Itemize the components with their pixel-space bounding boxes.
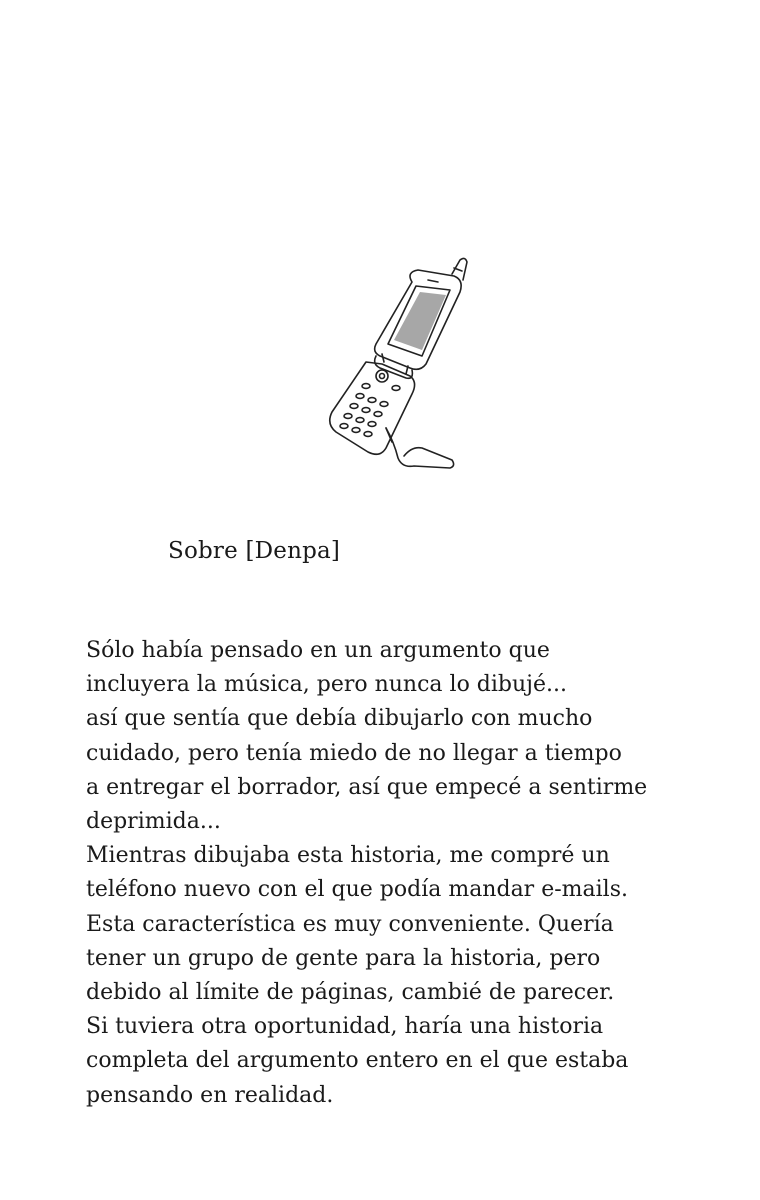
text-line: debido al límite de páginas, cambié de parecer. — [86, 980, 615, 1006]
text-line: Si tuviera otra oportunidad, haría una historia — [86, 1014, 604, 1040]
afterword-body — [86, 634, 726, 1113]
page-title: Sobre [Denpa] — [168, 538, 341, 564]
flip-phone-icon — [322, 252, 472, 482]
text-line: Sólo había pensado en un argumento que — [86, 638, 550, 663]
text-line: deprimida... — [86, 809, 221, 835]
text-line: Esta característica es muy conveniente. Quería — [86, 911, 614, 937]
text-line: incluyera la música, pero nunca lo dibujé... — [86, 672, 567, 698]
text-line: a entregar el borrador, así que empecé a sentirme — [86, 774, 648, 800]
text-line: Mientras dibujaba esta historia, me compré un — [86, 843, 610, 869]
text-line: cuidado, pero tenía miedo de no llegar a tiempo — [86, 740, 622, 766]
text-line: así que sentía que debía dibujarlo con mucho — [86, 706, 593, 732]
text-line: completa del argumento entero en el que estaba — [86, 1048, 629, 1074]
text-line: teléfono nuevo con el que podía mandar e-mails. — [86, 877, 628, 903]
text-line: pensando en realidad. — [86, 1082, 334, 1108]
text-line: tener un grupo de gente para la historia, pero — [86, 945, 601, 971]
